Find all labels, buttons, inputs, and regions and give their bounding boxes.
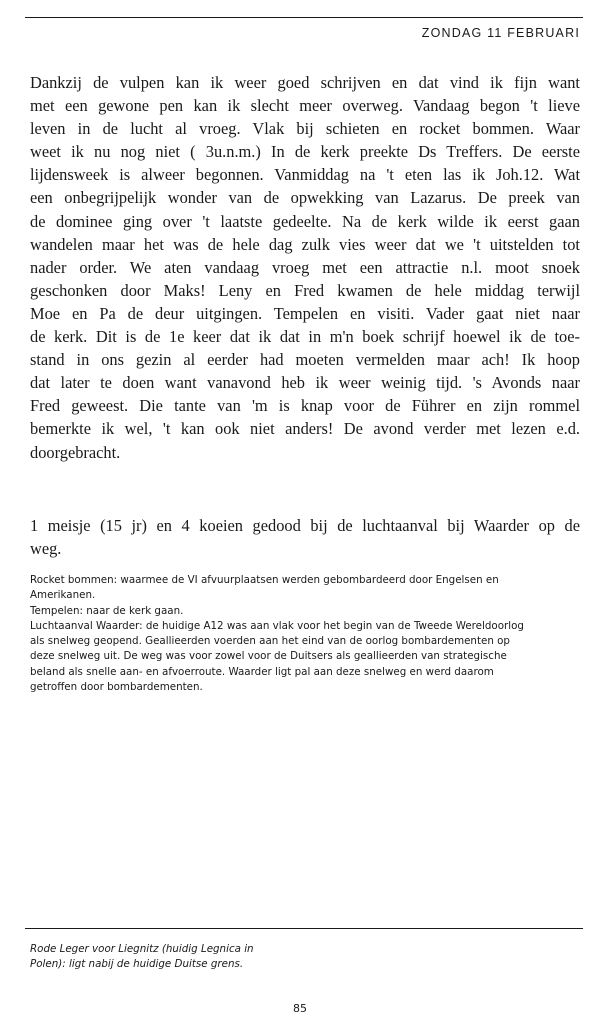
entry-line: 1 meisje (15 jr) en 4 koeien gedood bij de luchtaanval bij Waarder op de bbox=[30, 516, 580, 535]
note-line: beland als snelle aan- en afvoerroute. Waarder ligt pal aan deze snelweg en werd daarom bbox=[30, 665, 494, 678]
note-line: getroffen door bombardementen. bbox=[30, 681, 203, 694]
entry-line: weg. bbox=[30, 539, 62, 559]
entry-line: nader order. We aten vandaag vroeg met een attractie n.l. moot snoek bbox=[30, 257, 580, 277]
annotation-notes bbox=[30, 573, 585, 695]
note-line: deze snelweg uit. De weg was voor zowel voor de Duitsers als geallieerden van strategische bbox=[30, 650, 507, 663]
entry-line: doorgebracht. bbox=[30, 442, 121, 462]
entry-line: Moe en Pa de deur uitgingen. Tempelen en visiti. Vader gaat niet naar bbox=[30, 303, 580, 323]
footnote-line: Rode Leger voor Liegnitz (huidig Legnica in bbox=[30, 943, 254, 955]
diary-entry bbox=[30, 71, 580, 464]
entry-line: dat later te doen want vanavond heb ik weer weinig tijd. 's Avonds naar bbox=[30, 373, 580, 393]
entry-line: leven in de lucht al vroeg. Vlak bij schieten en rocket bommen. Waar bbox=[30, 119, 580, 139]
note-line: Amerikanen. bbox=[30, 589, 96, 602]
entry-line: weet ik nu nog niet ( 3u.n.m.) In de kerk preekte Ds Treffers. De eerste bbox=[30, 142, 580, 162]
footnote bbox=[30, 942, 330, 973]
note-line: Rocket bommen: waarmee de VI afvuurplaatsen werden gebombardeerd door Engelsen en bbox=[30, 574, 499, 586]
entry-line: bemerkte ik wel, 't kan ook niet anders! De avond verder met lezen e.d. bbox=[30, 419, 580, 439]
entry-line: de dominee ging over 't laatste gedeelte. Na de kerk wilde ik eerst gaan bbox=[30, 211, 580, 231]
page-number: 85 bbox=[293, 1002, 307, 1015]
note-line: Tempelen: naar de kerk gaan. bbox=[30, 604, 184, 617]
running-head: ZONDAG 11 FEBRUARI bbox=[421, 26, 580, 40]
bottom-rule bbox=[25, 928, 583, 929]
footnote-line: Polen): ligt nabij de huidige Duitse grens. bbox=[30, 958, 244, 971]
entry-line: Dankzij de vulpen kan ik weer goed schrijven en dat vind ik fijn want bbox=[30, 73, 580, 92]
entry-line: geschonken door Maks! Leny en Fred kwamen de hele middag terwijl bbox=[30, 280, 580, 300]
diary-entry-paragraph-2 bbox=[30, 514, 580, 560]
entry-line: Fred geweest. Die tante van 'm is knap voor de Führer en zijn rommel bbox=[30, 396, 580, 416]
note-line: als snelweg geopend. Geallieerden voerden aan het eind van de oorlog bombardementen op bbox=[30, 635, 510, 648]
top-rule bbox=[25, 17, 583, 18]
entry-line: een onbegrijpelijk wonder van de opwekking van Lazarus. De preek van bbox=[30, 188, 580, 208]
entry-line: lijdensweek is alweer begonnen. Vanmiddag na 't eten las ik Joh.12. Wat bbox=[30, 165, 580, 185]
note-line: Luchtaanval Waarder: de huidige A12 was aan vlak voor het begin van de Tweede Wereldoorlog bbox=[30, 619, 524, 632]
entry-line: wandelen maar het was de hele dag zulk vies weer dat we 't uitstelden tot bbox=[30, 234, 580, 254]
entry-line: met een gewone pen kan ik slecht meer overweg. Vandaag begon 't lieve bbox=[30, 96, 580, 116]
entry-line: stand in ons gezin al eerder had moeten vermelden maar ach! Ik hoop bbox=[30, 350, 580, 370]
entry-line: de kerk. Dit is de 1e keer dat ik dat in m'n boek schrijf hoewel ik de toe- bbox=[30, 327, 580, 347]
